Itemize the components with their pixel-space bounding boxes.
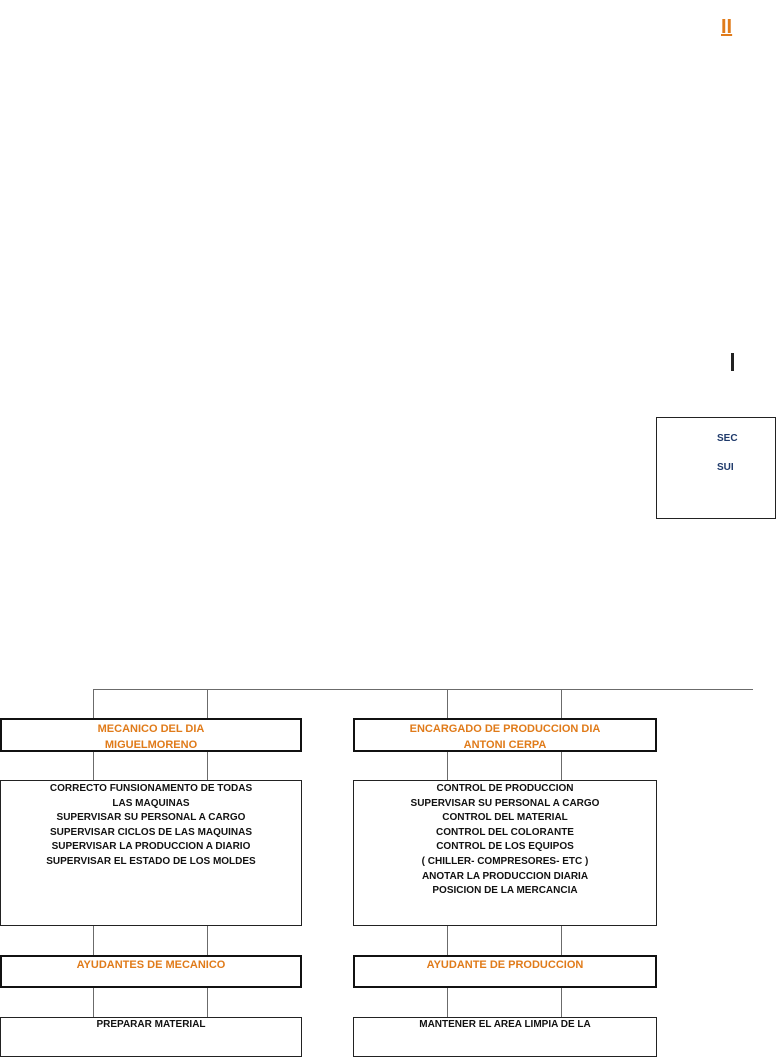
- production-duty: POSICION DE LA MERCANCIA: [432, 885, 578, 897]
- page-marker: II: [721, 16, 733, 38]
- connector-right-1b: [447, 751, 448, 781]
- top-right-box: [656, 417, 776, 519]
- production-duty: CONTROL DEL MATERIAL: [442, 812, 568, 824]
- mechanic-duty: CORRECTO FUNSIONAMENTO DE TODAS: [49, 783, 253, 794]
- mechanic-duty: SUPERVISAR SU PERSONAL A CARGO: [56, 812, 246, 824]
- horizontal-connector: [93, 689, 753, 690]
- mechanic-duties-box: [0, 780, 302, 926]
- connector-left-2d: [207, 987, 208, 1018]
- production-helper-duty: MANTENER EL AREA LIMPIA DE LA: [419, 1019, 591, 1030]
- connector-left-1d: [93, 987, 94, 1018]
- connector-right-2: [561, 689, 562, 719]
- production-duty: ANOTAR LA PRODUCCION DIARIA: [421, 870, 589, 882]
- top-right-box-line1: SEC: [717, 433, 738, 444]
- mechanic-helper-duty: PREPARAR MATERIAL: [96, 1019, 206, 1030]
- mechanic-duty: SUPERVISAR LA PRODUCCION A DIARIO: [51, 841, 251, 853]
- connector-left-1b: [93, 751, 94, 781]
- production-helper-title-box: [353, 955, 657, 988]
- production-duty: CONTROL DE LOS EQUIPOS: [436, 841, 574, 853]
- mechanic-role: MECANICO DEL DIA: [97, 723, 205, 735]
- production-duty: CONTROL DE PRODUCCION: [436, 783, 574, 794]
- production-name: ANTONI CERPA: [463, 739, 547, 751]
- connector-left-2b: [207, 751, 208, 781]
- connector-right-2c: [561, 925, 562, 956]
- production-title-box: [353, 718, 657, 752]
- connector-left-1c: [93, 925, 94, 956]
- top-right-box-line2: SUI: [717, 462, 734, 473]
- mechanic-helper-title: AYUDANTES DE MECANICO: [76, 959, 226, 971]
- mechanic-helper-title-box: [0, 955, 302, 988]
- mechanic-title-box: [0, 718, 302, 752]
- connector-right-2b: [561, 751, 562, 781]
- mechanic-helper-duties-box: [0, 1017, 302, 1057]
- connector-right-2d: [561, 987, 562, 1018]
- production-duty: SUPERVISAR SU PERSONAL A CARGO: [410, 797, 600, 809]
- production-duties-box: [353, 780, 657, 926]
- connector-left-1: [93, 689, 94, 719]
- mechanic-name: MIGUELMORENO: [104, 739, 198, 751]
- connector-right-1c: [447, 925, 448, 956]
- connector-left-2c: [207, 925, 208, 956]
- production-role: ENCARGADO DE PRODUCCION DIA: [409, 723, 601, 735]
- connector-right-1d: [447, 987, 448, 1018]
- connector-right-1: [447, 689, 448, 719]
- production-duty: ( CHILLER- COMPRESORES- ETC ): [421, 855, 589, 867]
- production-duty: CONTROL DEL COLORANTE: [436, 826, 574, 838]
- production-helper-title: AYUDANTE DE PRODUCCION: [426, 959, 584, 971]
- connector-left-2: [207, 689, 208, 719]
- mechanic-duty: SUPERVISAR CICLOS DE LAS MAQUINAS: [49, 826, 253, 838]
- mechanic-duty: SUPERVISAR EL ESTADO DE LOS MOLDES: [46, 855, 256, 867]
- production-helper-duties-box: [353, 1017, 657, 1057]
- mechanic-duty: LAS MAQUINAS: [112, 797, 190, 809]
